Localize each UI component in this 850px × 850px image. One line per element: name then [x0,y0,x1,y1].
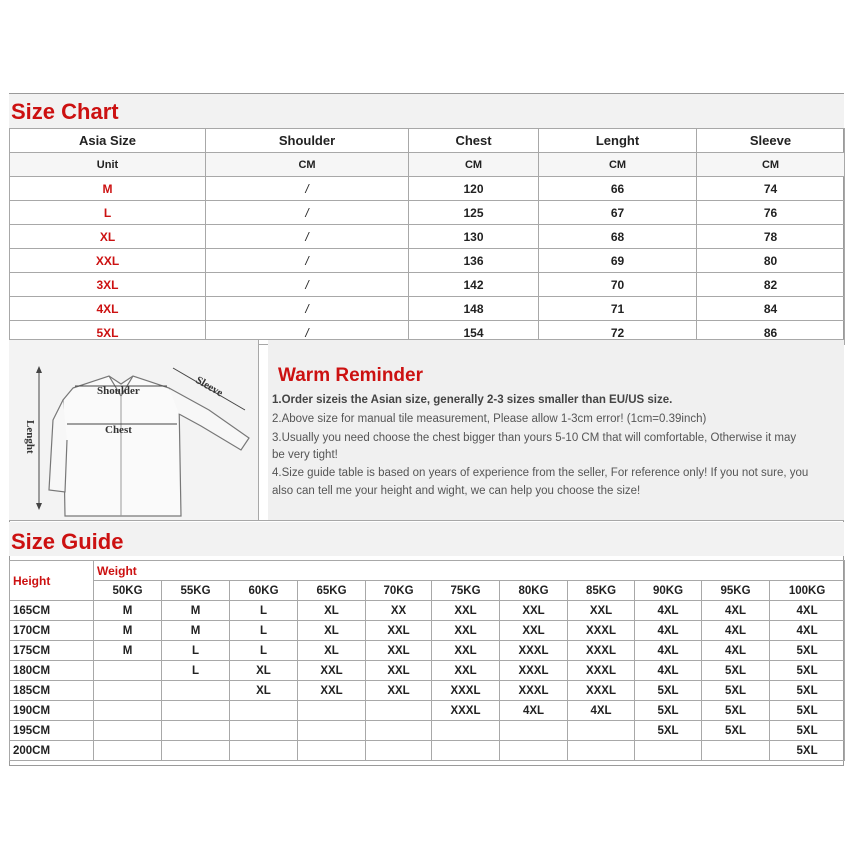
size-guide-size-cell: 4XL [702,641,770,661]
shirt-body [63,376,181,516]
chest-label: Chest [105,424,132,436]
size-chart-value-cell: / [206,225,409,249]
size-guide-size-cell: L [162,641,230,661]
size-guide-size-cell: XXL [500,621,568,641]
size-guide-weight-cell: 95KG [702,581,770,601]
shirt-measure-diagram [9,340,258,520]
size-guide-size-cell [366,741,432,761]
size-chart-value-cell: / [206,177,409,201]
size-chart-header-cell: Sleeve [697,129,845,153]
size-chart-row [10,201,845,225]
size-guide-row [10,601,845,621]
size-guide-row [10,701,845,721]
size-guide-size-cell [230,701,298,721]
size-guide-size-cell: XXL [366,681,432,701]
size-guide-size-cell: 5XL [702,701,770,721]
size-guide-size-cell: L [230,621,298,641]
size-guide-weight-cell: 70KG [366,581,432,601]
size-guide-size-cell: 4XL [500,701,568,721]
size-guide-size-cell [366,701,432,721]
size-guide-size-cell: XXXL [568,621,635,641]
size-guide-size-cell [298,701,366,721]
size-guide-row [10,641,845,661]
size-guide-size-cell [298,741,366,761]
shirt-diagram [9,340,259,520]
size-guide-size-cell [162,681,230,701]
size-guide-size-cell: 4XL [635,621,702,641]
size-chart-value-cell: 74 [697,177,845,201]
size-guide-size-cell: L [230,601,298,621]
size-guide-size-cell: 4XL [635,641,702,661]
size-chart-value-cell: 86 [697,321,845,345]
size-guide-size-cell: 5XL [770,701,845,721]
size-guide-size-cell: XXXL [500,641,568,661]
size-guide-size-cell [94,701,162,721]
size-guide-size-cell: M [94,601,162,621]
size-guide-size-cell: M [94,641,162,661]
size-guide-size-cell: XL [298,601,366,621]
size-guide-title-bar [9,522,844,556]
size-guide-row [10,741,845,761]
size-chart-header-row [10,129,845,153]
size-guide-size-cell: XXXL [568,661,635,681]
size-guide-size-cell [94,721,162,741]
reminder-section [9,339,844,521]
size-chart-unit-cell: CM [409,153,539,177]
size-guide-size-cell: 4XL [702,621,770,641]
size-chart-value-cell: 84 [697,297,845,321]
size-chart-title-bar [9,94,844,128]
size-chart-value-cell: 154 [409,321,539,345]
size-guide-size-cell [162,721,230,741]
size-guide-size-cell [366,721,432,741]
size-guide-size-cell: 4XL [635,601,702,621]
size-guide-size-cell [230,741,298,761]
size-guide-weight-cell: 80KG [500,581,568,601]
size-chart-value-cell: / [206,249,409,273]
size-chart-row [10,177,845,201]
size-guide-size-cell: 5XL [702,681,770,701]
size-guide-size-cell: 5XL [702,721,770,741]
size-chart-value-cell: / [206,201,409,225]
size-guide-size-cell: 5XL [702,661,770,681]
size-guide-size-cell: XXL [298,661,366,681]
size-guide-size-cell [432,741,500,761]
size-guide-size-cell: XXL [432,641,500,661]
size-guide-size-cell [702,741,770,761]
size-guide-size-cell: XXXL [500,681,568,701]
size-chart-value-cell: 67 [539,201,697,225]
size-guide-weight-header-row [10,581,845,601]
size-guide-size-cell: M [162,601,230,621]
size-guide-size-cell: 5XL [770,661,845,681]
size-guide-weight-cell: 90KG [635,581,702,601]
size-guide-title: Size Guide [11,529,124,554]
size-guide-size-cell: XXXL [432,701,500,721]
size-chart-unit-cell: CM [697,153,845,177]
size-guide-weight-label: Weight [94,561,845,581]
size-guide-size-cell: XXL [432,621,500,641]
size-chart-value-cell: 69 [539,249,697,273]
size-guide-size-cell: 5XL [635,721,702,741]
size-guide-size-cell: XXL [432,601,500,621]
size-chart-value-cell: / [206,273,409,297]
size-chart-value-cell: 125 [409,201,539,225]
size-chart-row [10,225,845,249]
reminder-line-6: also can tell me your height and wight, we can help you choose the size! [272,485,641,497]
size-guide-size-cell [500,721,568,741]
size-guide-size-cell: XXL [366,621,432,641]
size-guide-size-cell: 4XL [702,601,770,621]
size-guide-size-cell [94,741,162,761]
size-guide-size-cell: L [162,661,230,681]
size-guide-size-cell: XXL [366,641,432,661]
size-chart-title: Size Chart [11,99,119,124]
size-chart-value-cell: 71 [539,297,697,321]
size-chart-table [9,128,845,345]
size-guide-weight-label-row [10,561,845,581]
size-chart-value-cell: 72 [539,321,697,345]
size-chart-size-cell: 4XL [10,297,206,321]
size-guide-size-cell: XL [298,641,366,661]
size-guide-height-label: Height [10,561,94,601]
size-chart-header-cell: Lenght [539,129,697,153]
size-guide-size-cell: 4XL [770,601,845,621]
length-arrow-bottom [36,503,42,510]
shoulder-label: Shoulder [97,385,140,397]
size-guide-size-cell: L [230,641,298,661]
size-chart-unit-row [10,153,845,177]
size-guide-row [10,721,845,741]
size-guide-size-cell: 5XL [770,741,845,761]
size-guide-size-cell: XXL [366,661,432,681]
reminder-line-4: be very tight! [272,449,338,461]
shirt-left-sleeve [49,400,67,492]
size-chart-value-cell: 148 [409,297,539,321]
size-chart-size-cell: M [10,177,206,201]
size-chart-value-cell: 80 [697,249,845,273]
size-guide-row [10,621,845,641]
size-guide-weight-cell: 55KG [162,581,230,601]
size-chart-header-cell: Asia Size [10,129,206,153]
size-guide-weight-cell: 75KG [432,581,500,601]
size-chart-value-cell: / [206,297,409,321]
size-chart-unit-cell: Unit [10,153,206,177]
size-chart-unit-cell: CM [539,153,697,177]
reminder-line-1: 1.Order sizeis the Asian size, generally 2-3 sizes smaller than EU/US size. [272,394,673,406]
size-guide-size-cell: XX [366,601,432,621]
size-guide-weight-cell: 50KG [94,581,162,601]
size-guide-size-cell: 4XL [770,621,845,641]
reminder-line-3: 3.Usually you need choose the chest bigger than yours 5-10 CM that will comfortable, Otherwise it may [272,432,797,444]
size-guide-height-cell: 190CM [10,701,94,721]
size-chart-value-cell: 70 [539,273,697,297]
size-guide-height-cell: 180CM [10,661,94,681]
size-chart-header-cell: Shoulder [206,129,409,153]
size-guide-row [10,681,845,701]
size-guide-size-cell: XXL [568,601,635,621]
size-guide-size-cell: XXXL [568,641,635,661]
size-guide-size-cell [94,681,162,701]
size-guide-size-cell: 4XL [635,661,702,681]
size-guide-size-cell: XL [230,661,298,681]
size-guide-size-cell: M [162,621,230,641]
size-guide-size-cell [568,741,635,761]
size-guide-size-cell: XXL [500,601,568,621]
size-guide-size-cell: M [94,621,162,641]
size-guide-size-cell: XXXL [568,681,635,701]
size-chart-value-cell: 78 [697,225,845,249]
size-guide-size-cell: 4XL [568,701,635,721]
size-guide-size-cell: XXXL [500,661,568,681]
size-guide-height-cell: 200CM [10,741,94,761]
size-chart-value-cell: 136 [409,249,539,273]
size-guide-size-cell: XXL [432,661,500,681]
size-chart-value-cell: 130 [409,225,539,249]
reminder-line-5: 4.Size guide table is based on years of experience from the seller, For reference only! If you not sure, you [272,467,809,479]
size-guide-height-cell: 170CM [10,621,94,641]
size-chart-value-cell: 120 [409,177,539,201]
size-guide-size-cell: XXXL [432,681,500,701]
size-chart-value-cell: 66 [539,177,697,201]
size-chart-size-cell: XXL [10,249,206,273]
size-guide-size-cell [432,721,500,741]
size-guide-size-cell [162,701,230,721]
size-guide-weight-cell: 60KG [230,581,298,601]
size-chart-size-cell: L [10,201,206,225]
size-guide-size-cell: XXL [298,681,366,701]
size-guide-weight-cell: 85KG [568,581,635,601]
shirt-right-sleeve [169,388,249,450]
size-guide-size-cell: 5XL [635,701,702,721]
size-guide-size-cell [298,721,366,741]
size-chart-size-cell: 3XL [10,273,206,297]
size-chart-value-cell: 82 [697,273,845,297]
size-chart-size-cell: 5XL [10,321,206,345]
size-guide-height-cell: 165CM [10,601,94,621]
size-guide-size-cell [230,721,298,741]
size-guide-table [9,560,845,761]
length-label: Lenght [24,420,36,454]
size-chart-value-cell: 68 [539,225,697,249]
size-guide-size-cell: 5XL [770,721,845,741]
size-chart-value-cell: 142 [409,273,539,297]
reminder-line-2: 2.Above size for manual tile measurement, Please allow 1-3cm error! (1cm=0.39inch) [272,413,707,425]
size-guide-size-cell: XL [230,681,298,701]
size-guide-height-cell: 175CM [10,641,94,661]
size-guide-size-cell [94,661,162,681]
size-chart-row [10,273,845,297]
size-guide-weight-cell: 100KG [770,581,845,601]
length-arrow-top [36,366,42,373]
size-guide-size-cell [635,741,702,761]
size-guide-row [10,661,845,681]
reminder-title: Warm Reminder [278,365,423,386]
size-chart-value-cell: 76 [697,201,845,225]
size-guide-size-cell [500,741,568,761]
size-guide-size-cell: 5XL [635,681,702,701]
size-chart-unit-cell: CM [206,153,409,177]
size-guide-height-cell: 195CM [10,721,94,741]
size-chart-row [10,297,845,321]
size-guide-size-cell: 5XL [770,641,845,661]
reminder-panel [268,340,844,520]
size-guide-size-cell: XL [298,621,366,641]
size-guide-size-cell: 5XL [770,681,845,701]
size-chart-value-cell: / [206,321,409,345]
size-guide-weight-cell: 65KG [298,581,366,601]
size-chart-row [10,249,845,273]
size-guide-size-cell [568,721,635,741]
size-chart-size-cell: XL [10,225,206,249]
sleeve-label: Sleeve [193,374,225,400]
size-chart-header-cell: Chest [409,129,539,153]
size-guide-size-cell [162,741,230,761]
size-guide-height-cell: 185CM [10,681,94,701]
